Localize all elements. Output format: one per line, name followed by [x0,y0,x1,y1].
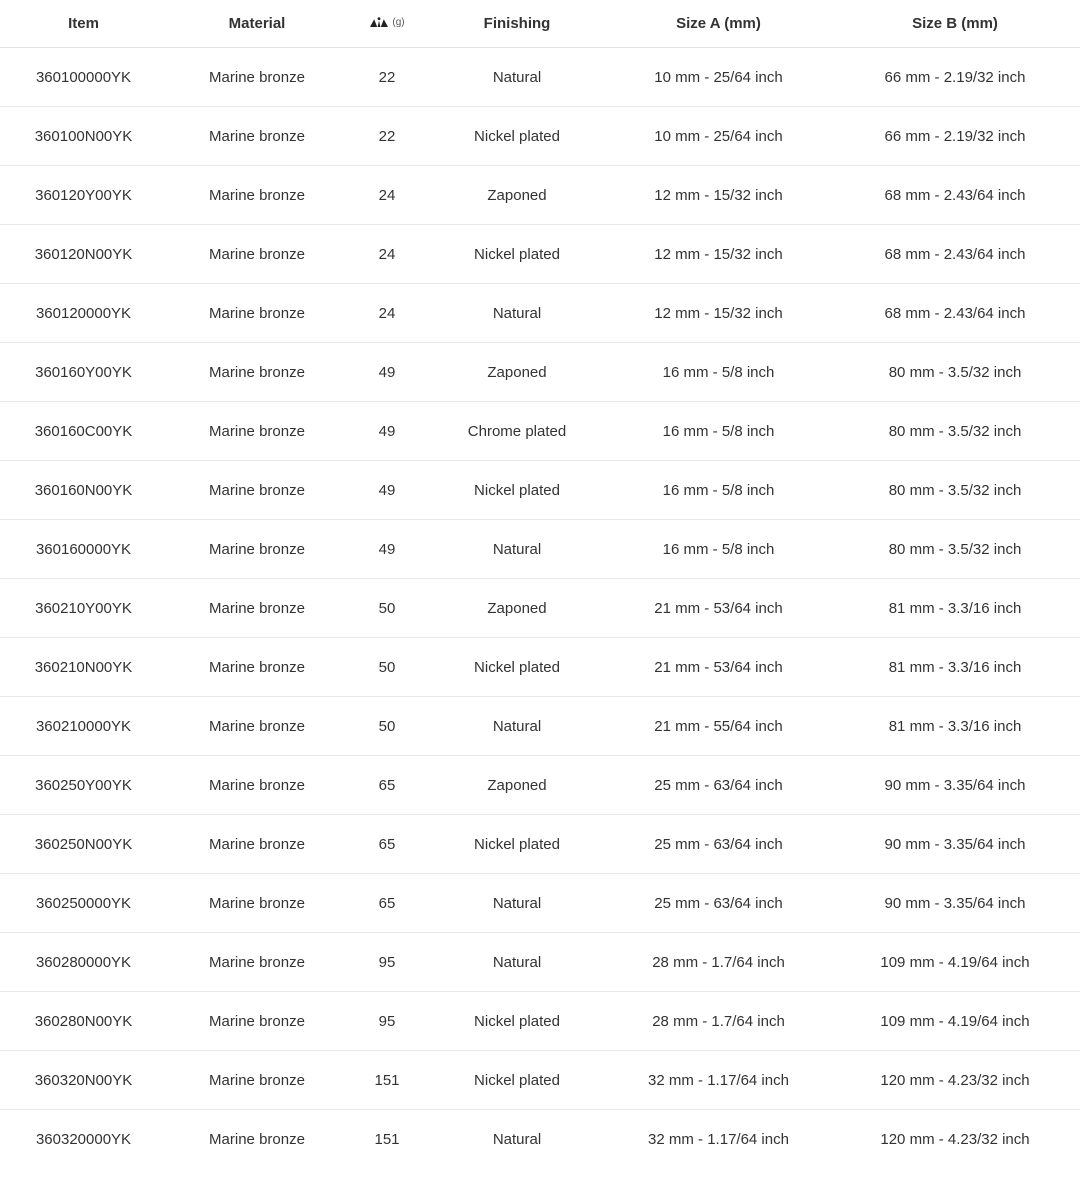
table-row [0,166,1080,225]
cell-size-b: 81 mm - 3.3/16 inch [830,638,1080,697]
cell-size-b: 120 mm - 4.23/32 inch [880,1130,1030,1148]
cell-weight: 95 [347,933,427,992]
cell-finishing: Natural [427,933,607,992]
cell-item: 360280000YK [0,933,167,992]
cell-weight: 50 [347,638,427,697]
cell-size-b: 81 mm - 3.3/16 inch [830,579,1080,638]
cell-item: 360320N00YK [0,1051,167,1110]
cell-weight: 49 [347,520,427,579]
cell-size-b: 80 mm - 3.5/32 inch [830,461,1080,520]
cell-item: 360120Y00YK [0,166,167,225]
cell-material: Marine bronze [167,48,347,107]
cell-material: Marine bronze [167,520,347,579]
cell-size-a: 10 mm - 25/64 inch [607,48,830,107]
cell-size-b: 109 mm - 4.19/64 inch [830,992,1080,1051]
cell-size-a: 28 mm - 1.7/64 inch [607,933,830,992]
cell-size-b: 120 mm - 4.23/32 inch [830,1051,1080,1110]
cell-item: 360160Y00YK [0,343,167,402]
cell-size-b: 68 mm - 2.43/64 inch [830,284,1080,343]
cell-size-a: 12 mm - 15/32 inch [607,166,830,225]
cell-size-a: 25 mm - 63/64 inch [607,756,830,815]
cell-weight: 50 [347,697,427,756]
cell-weight: 65 [347,874,427,933]
table-row [0,461,1080,520]
cell-weight: 22 [347,107,427,166]
table-row [0,520,1080,579]
table-row [0,638,1080,697]
table-row [0,992,1080,1051]
cell-material: Marine bronze [167,1051,347,1110]
cell-item: 360320000YK [35,1130,132,1148]
cell-size-b: 68 mm - 2.43/64 inch [830,225,1080,284]
cell-weight: 24 [347,284,427,343]
table-row [0,107,1080,166]
cell-finishing: Zaponed [427,343,607,402]
cell-size-b: 80 mm - 3.5/32 inch [830,402,1080,461]
cell-weight: 50 [347,579,427,638]
cell-finishing: Natural [427,284,607,343]
cell-weight: 22 [347,48,427,107]
cell-weight: 49 [347,343,427,402]
header-row [0,0,1080,48]
cell-size-b: 68 mm - 2.43/64 inch [830,166,1080,225]
table-body [0,48,1080,1169]
cell-item: 360210Y00YK [0,579,167,638]
cell-weight: 151 [347,1051,427,1110]
cell-material: Marine bronze [167,638,347,697]
cell-size-b: 66 mm - 2.19/32 inch [830,107,1080,166]
cell-material: Marine bronze [167,933,347,992]
header-finishing: Finishing [427,0,607,48]
cell-weight: 49 [347,402,427,461]
cell-size-a: 32 mm - 1.17/64 inch [648,1130,789,1148]
cell-size-a: 16 mm - 5/8 inch [607,402,830,461]
cell-weight: 49 [347,461,427,520]
cell-item: 360250Y00YK [0,756,167,815]
cell-size-b: 81 mm - 3.3/16 inch [830,697,1080,756]
cell-size-b: 90 mm - 3.35/64 inch [830,874,1080,933]
cell-finishing: Nickel plated [427,992,607,1051]
cell-item: 360280N00YK [0,992,167,1051]
table-row [0,402,1080,461]
cell-size-b: 109 mm - 4.19/64 inch [830,933,1080,992]
cell-size-a: 16 mm - 5/8 inch [607,520,830,579]
cell-finishing: Natural [492,1130,542,1148]
table-row [0,933,1080,992]
cell-finishing: Natural [427,874,607,933]
header-item: Item [0,0,167,48]
cell-material: Marine bronze [167,166,347,225]
cell-finishing: Nickel plated [427,1051,607,1110]
weight-header-group [369,17,404,28]
cell-size-b: 66 mm - 2.19/32 inch [830,48,1080,107]
cell-item: 360210000YK [0,697,167,756]
weight-unit-label: (g) [392,17,405,28]
cell-finishing: Natural [427,520,607,579]
cell-size-b: 80 mm - 3.5/32 inch [830,520,1080,579]
cell-size-a: 12 mm - 15/32 inch [607,284,830,343]
cell-material: Marine bronze [167,874,347,933]
cell-size-a: 10 mm - 25/64 inch [607,107,830,166]
cell-finishing: Nickel plated [427,225,607,284]
table-row [0,874,1080,933]
cell-material: Marine bronze [167,461,347,520]
cell-weight: 65 [347,815,427,874]
cell-item: 360160C00YK [0,402,167,461]
cell-size-a: 25 mm - 63/64 inch [607,815,830,874]
cell-material: Marine bronze [209,1130,305,1148]
table-row [0,579,1080,638]
cell-finishing: Nickel plated [427,638,607,697]
cell-item: 360120000YK [0,284,167,343]
cell-material: Marine bronze [167,343,347,402]
scale-weight-icon [369,17,389,28]
cell-size-b: 90 mm - 3.35/64 inch [830,815,1080,874]
cell-size-a: 12 mm - 15/32 inch [607,225,830,284]
table-row [0,48,1080,107]
cell-weight: 24 [347,166,427,225]
cell-size-a: 32 mm - 1.17/64 inch [607,1051,830,1110]
cell-size-a: 16 mm - 5/8 inch [607,461,830,520]
cell-material: Marine bronze [167,992,347,1051]
cell-finishing: Nickel plated [427,815,607,874]
table-row [0,343,1080,402]
cell-size-a: 25 mm - 63/64 inch [607,874,830,933]
cell-size-a: 21 mm - 53/64 inch [607,579,830,638]
cell-item: 360160N00YK [0,461,167,520]
table-row [0,1051,1080,1110]
cell-finishing: Nickel plated [427,107,607,166]
cell-item: 360100000YK [0,48,167,107]
cell-size-b: 90 mm - 3.35/64 inch [830,756,1080,815]
cell-material: Marine bronze [167,579,347,638]
cell-item: 360250000YK [0,874,167,933]
header-size-b: Size B (mm) [830,0,1080,48]
header-material: Material [167,0,347,48]
cell-weight: 24 [347,225,427,284]
cell-item: 360160000YK [0,520,167,579]
table-row [0,697,1080,756]
cell-weight: 65 [347,756,427,815]
cell-material: Marine bronze [167,756,347,815]
cell-material: Marine bronze [167,815,347,874]
cell-finishing: Natural [427,48,607,107]
table-row [0,756,1080,815]
cell-finishing: Chrome plated [427,402,607,461]
cell-size-a: 16 mm - 5/8 inch [607,343,830,402]
cell-size-a: 21 mm - 55/64 inch [607,697,830,756]
cell-material: Marine bronze [167,697,347,756]
cell-weight: 151 [374,1130,400,1148]
cell-weight: 95 [347,992,427,1051]
header-size-a: Size A (mm) [607,0,830,48]
cell-finishing: Zaponed [427,756,607,815]
cell-size-a: 28 mm - 1.7/64 inch [607,992,830,1051]
cell-material: Marine bronze [167,225,347,284]
cell-item: 360250N00YK [0,815,167,874]
cell-item: 360100N00YK [0,107,167,166]
header-weight [347,0,427,48]
cell-item: 360210N00YK [0,638,167,697]
cell-material: Marine bronze [167,107,347,166]
cell-material: Marine bronze [167,402,347,461]
table-row [0,284,1080,343]
cell-material: Marine bronze [167,284,347,343]
cell-finishing: Nickel plated [427,461,607,520]
cell-finishing: Zaponed [427,579,607,638]
table-row [0,1110,1080,1169]
table-row [0,815,1080,874]
cell-size-a: 21 mm - 53/64 inch [607,638,830,697]
cell-finishing: Natural [427,697,607,756]
table-header [0,0,1080,48]
table-row [0,225,1080,284]
cell-item: 360120N00YK [0,225,167,284]
cell-finishing: Zaponed [427,166,607,225]
cell-size-b: 80 mm - 3.5/32 inch [830,343,1080,402]
